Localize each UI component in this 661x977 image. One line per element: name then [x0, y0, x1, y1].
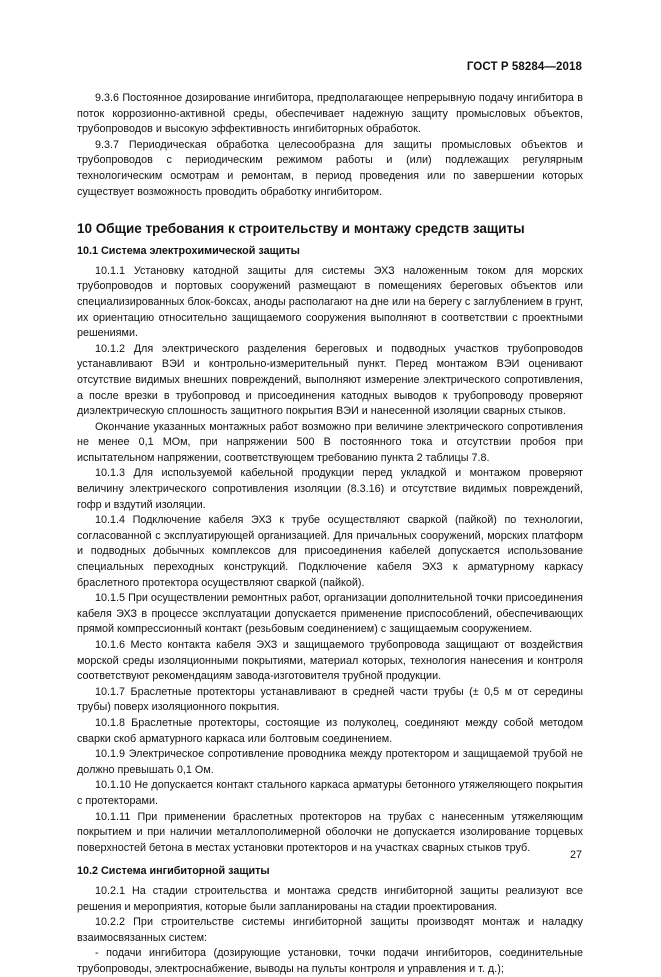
paragraph-10-2-2: 10.2.2 При строительстве системы ингибиторной защиты производят монтаж и наладку взаимосвязанных систем: — [77, 916, 583, 944]
subsection-10-1-heading: 10.1 Система электрохимической защиты — [77, 245, 300, 258]
section-10-heading: 10 Общие требования к строительству и монтажу средств защиты — [77, 221, 525, 237]
page-number: 27 — [569, 849, 582, 861]
paragraph-10-1-5: 10.1.5 При осуществлении ремонтных работ, организации дополнительной точки присоединения кабеля ЭХЗ в процессе эксплуатации допускается применение приспособлений, обеспечивающих прямой компрессионный контакт (резьбовым соединением) с защищаемым сооружением. — [77, 592, 583, 636]
paragraph-10-1-4: 10.1.4 Подключение кабеля ЭХЗ к трубе осуществляют сваркой (пайкой) по технологии, согласованной с эксплуатирующей организацией. Для причальных сооружений, морских платформ и подводных добычных комплексов для присоединения кабелей допускается использование специальных переходных конструкций. Подключение кабеля ЭХЗ к арматурному каркасу браслетного протектора осуществляют сваркой (пайкой). — [77, 514, 583, 589]
subsection-10-2-heading: 10.2 Система ингибиторной защиты — [77, 865, 270, 878]
paragraph-10-2-1: 10.2.1 На стадии строительства и монтажа средств ингибиторной защиты реализуют все решения и мероприятия, которые были запланированы на стадии проектирования. — [77, 884, 583, 913]
paragraph-10-1-2-continued: Окончание указанных монтажных работ возможно при величине электрического сопротивления не менее 0,1 МОм, при напряжении 500 В постоянного тока и отсутствии пробоя при испытательном напряжении, соответствующем требованию пункта 2 таблицы 7.8. — [77, 420, 583, 464]
paragraph-9-3-6: 9.3.6 Постоянное дозирование ингибитора, предполагающее непрерывную подачу ингибитора в поток коррозионно-активной среды, обеспечивает надежную защиту промысловых объектов, трубопроводов и высокую эффективность ингибиторных обработок. — [77, 92, 583, 136]
paragraph-10-1-6: 10.1.6 Место контакта кабеля ЭХЗ и защищаемого трубопровода защищают от воздействия морской среды изоляционными покрытиями, материал которых, технология нанесения и контроля соответствуют рекомендациям завода-изготовителя трубной продукции. — [77, 639, 583, 683]
paragraph-10-1-10: 10.1.10 Не допускается контакт стального каркаса арматуры бетонного утяжеляющего покрытия с протекторами. — [77, 779, 583, 807]
paragraph-10-1-7: 10.1.7 Браслетные протекторы устанавливают в средней части трубы (± 0,5 м от середины трубы) поверх изоляционного покрытия. — [77, 685, 583, 714]
paragraph-10-1-3: 10.1.3 Для используемой кабельной продукции перед укладкой и монтажом проверяют величину электрического сопротивления изоляции (8.3.16) и отсутствие видимых повреждений, гофр и вздутий изоляции. — [77, 467, 583, 511]
document-code-header: ГОСТ Р 58284—2018 — [466, 61, 582, 73]
page-body — [77, 91, 583, 977]
paragraph-10-1-1: 10.1.1 Установку катодной защиты для системы ЭХЗ наложенным током для морских трубопроводов и портовых сооружений размещают в помещениях береговых объектов или специализированных блок-боксах, аноды располагают на дне или на берегу с заглублением в грунт, их ориентацию относительно защищаемого сооружения выполняют в соответствии с проектными решениями. — [77, 264, 583, 340]
paragraph-10-1-9: 10.1.9 Электрическое сопротивление проводника между протектором и защищаемой трубой не должно превышать 0,1 Ом. — [77, 748, 583, 776]
paragraph-10-1-2: 10.1.2 Для электрического разделения береговых и подводных участков трубопроводов устанавливают ВЭИ и контрольно-измерительный пункт. Перед монтажом ВЭИ оценивают отсутствие видимых внешних повреждений, выполняют измерение электрического сопротивления, а после врезки в трубопровод и присоединения катодных выводов к трубопроводу проверяют диэлектрическую сплошность защитного покрытия ВЭИ и нанесенной изоляции сварных стыков. — [77, 342, 583, 418]
paragraph-10-1-8: 10.1.8 Браслетные протекторы, состоящие из полуколец, соединяют между собой методом сварки скоб арматурного каркаса или болтовым соединением. — [77, 716, 583, 745]
list-item-inhibitor-supply: - подачи ингибитора (дозирующие установки, точки подачи ингибиторов, соединительные трубопроводы, электроснабжение, выводы на пульты контроля и управления и т. д.); — [77, 947, 583, 975]
paragraph-9-3-7: 9.3.7 Периодическая обработка целесообразна для защиты промысловых объектов и трубопроводов с периодическим режимом работы и (или) подлежащих регулярным технологическим осмотрам и ремонтам, в период проведения или по завершении которых существует возможность проводить обработку ингибитором. — [77, 138, 583, 198]
paragraph-10-1-11: 10.1.11 При применении браслетных протекторов на трубах с нанесенным утяжеляющим покрытием и при наличии металлополимерной оболочки не допускается изолирование торцевых поверхностей бетона в местах установки протекторов и на участках сварных стыков труб. — [77, 810, 583, 854]
